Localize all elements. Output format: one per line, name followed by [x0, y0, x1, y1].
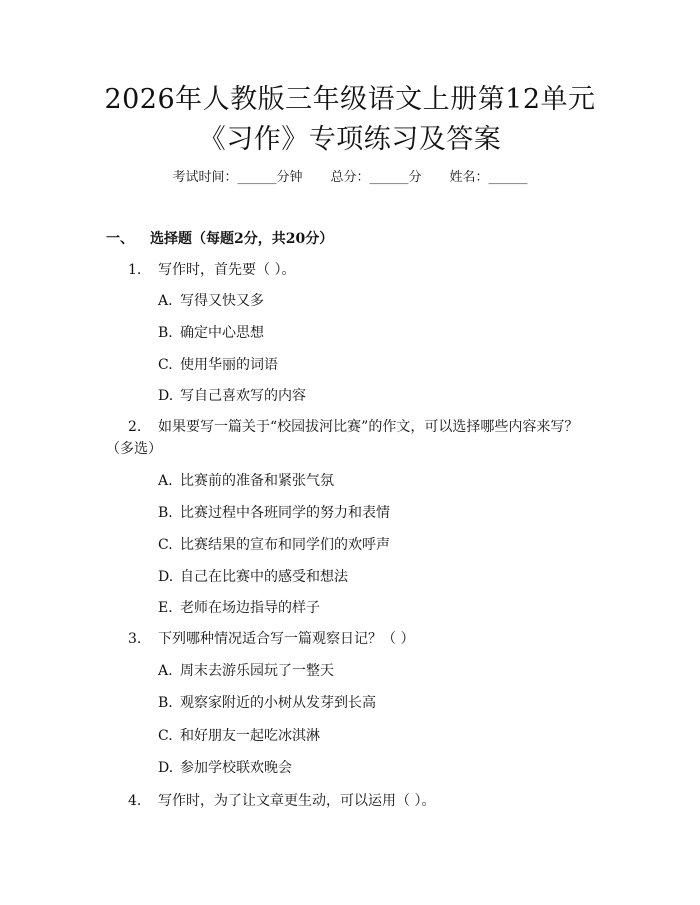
question-4 [128, 791, 598, 811]
option-letter: B. [158, 505, 173, 521]
option-text: 观察家附近的小树从发芽到长高 [180, 695, 376, 711]
option-3a [158, 661, 334, 681]
question-number: 4. [128, 793, 142, 809]
option-text: 确定中心思想 [180, 325, 264, 341]
exam-time-field: 考试时间：______分钟 [172, 170, 303, 185]
option-letter: D. [158, 569, 174, 585]
exam-meta [0, 168, 700, 188]
question-text: 如果要写一篇关于“校园拔河比赛”的作文，可以选择哪些内容来写？（多选） [106, 419, 579, 457]
section-heading [106, 229, 333, 249]
question-text: 写作时，首先要（ ）。 [158, 262, 296, 278]
option-text: 写自己喜欢写的内容 [180, 388, 306, 404]
option-letter: C. [158, 537, 173, 553]
question-2 [106, 416, 586, 460]
document-title-line-2: 《习作》专项练习及答案 [198, 124, 502, 155]
option-letter: C. [158, 728, 173, 744]
option-text: 使用华丽的词语 [180, 357, 278, 373]
option-text: 自己在比赛中的感受和想法 [180, 569, 348, 585]
option-2b [158, 503, 390, 523]
question-1 [128, 260, 598, 280]
option-text: 参加学校联欢晚会 [180, 760, 292, 776]
section-label: 选择题（每题2分，共20分） [150, 231, 334, 247]
option-2c [158, 535, 390, 555]
document-title-line-1: 2026年人教版三年级语文上册第12单元 [104, 84, 596, 115]
option-text: 老师在场边指导的样子 [180, 600, 320, 616]
question-number: 1. [128, 262, 142, 278]
question-number: 2. [128, 419, 142, 435]
option-1d [158, 386, 306, 406]
question-text: 写作时，为了让文章更生动，可以运用（ ）。 [158, 793, 436, 809]
option-letter: A. [158, 663, 173, 679]
option-2d [158, 567, 348, 587]
option-text: 写得又快又多 [180, 293, 264, 309]
option-letter: E. [158, 600, 173, 616]
option-letter: B. [158, 325, 173, 341]
option-text: 比赛前的准备和紧张气氛 [180, 473, 334, 489]
question-text: 下列哪种情况适合写一篇观察日记？（ ） [158, 631, 415, 647]
total-score-field: 总分：______分 [330, 170, 422, 185]
option-3c [158, 726, 320, 746]
option-letter: A. [158, 293, 173, 309]
option-2e [158, 598, 320, 618]
option-text: 比赛过程中各班同学的努力和表情 [180, 505, 390, 521]
option-3d [158, 758, 292, 778]
option-letter: C. [158, 357, 173, 373]
option-text: 比赛结果的宣布和同学们的欢呼声 [180, 537, 390, 553]
section-number: 一、 [106, 231, 134, 247]
option-2a [158, 471, 334, 491]
option-3b [158, 693, 376, 713]
option-1c [158, 355, 278, 375]
question-3 [128, 629, 598, 649]
option-1b [158, 323, 264, 343]
option-text: 和好朋友一起吃冰淇淋 [180, 728, 320, 744]
option-letter: D. [158, 388, 174, 404]
option-letter: B. [158, 695, 173, 711]
option-text: 周末去游乐园玩了一整天 [180, 663, 334, 679]
option-letter: D. [158, 760, 174, 776]
question-number: 3. [128, 631, 142, 647]
student-name-field: 姓名：______ [449, 170, 528, 185]
option-1a [158, 291, 264, 311]
option-letter: A. [158, 473, 173, 489]
